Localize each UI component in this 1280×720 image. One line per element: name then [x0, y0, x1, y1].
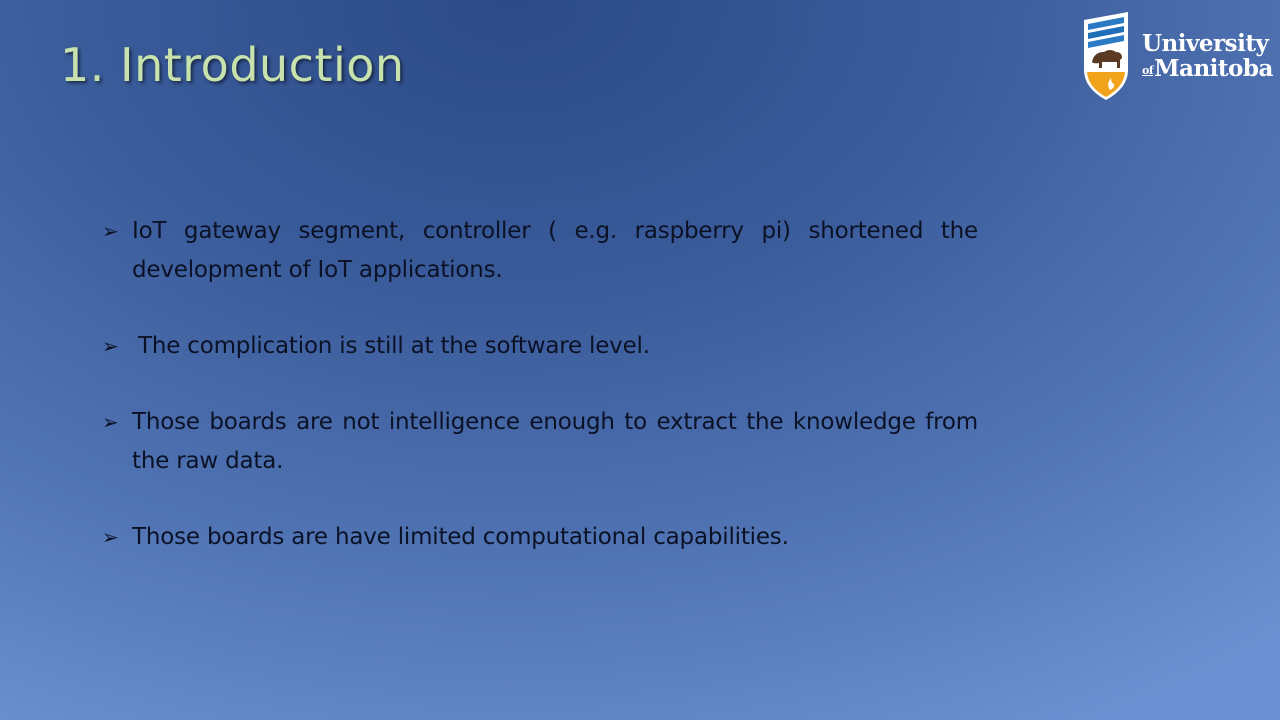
- bullet-item: [102, 327, 978, 366]
- bullet-text: Those boards are not intelligence enough to extract the knowledge from the raw data.: [132, 409, 978, 474]
- university-logo: [1080, 8, 1276, 104]
- bullet-item: [102, 403, 978, 481]
- arrowhead-bullet-icon: ➢: [102, 525, 119, 549]
- logo-manitoba-line: [1142, 57, 1273, 80]
- arrowhead-bullet-icon: ➢: [102, 334, 119, 358]
- slide-title: 1. Introduction: [60, 38, 405, 92]
- logo-university-text: University: [1142, 30, 1269, 57]
- bullet-text: Those boards are have limited computational capabilities.: [132, 524, 789, 550]
- bullet-item: [102, 518, 978, 557]
- bullet-text: IoT gateway segment, controller ( e.g. raspberry pi) shortened the development of IoT applications.: [132, 218, 978, 283]
- bullet-list: [102, 212, 978, 557]
- logo-manitoba-text: Manitoba: [1154, 55, 1273, 82]
- logo-of-text: of: [1142, 64, 1154, 77]
- bison-shield-icon: [1080, 10, 1132, 102]
- bullet-text: The complication is still at the software level.: [138, 333, 650, 359]
- arrowhead-bullet-icon: ➢: [102, 219, 119, 243]
- bullet-item: [102, 212, 978, 290]
- arrowhead-bullet-icon: ➢: [102, 410, 119, 434]
- logo-wordmark: [1142, 32, 1273, 80]
